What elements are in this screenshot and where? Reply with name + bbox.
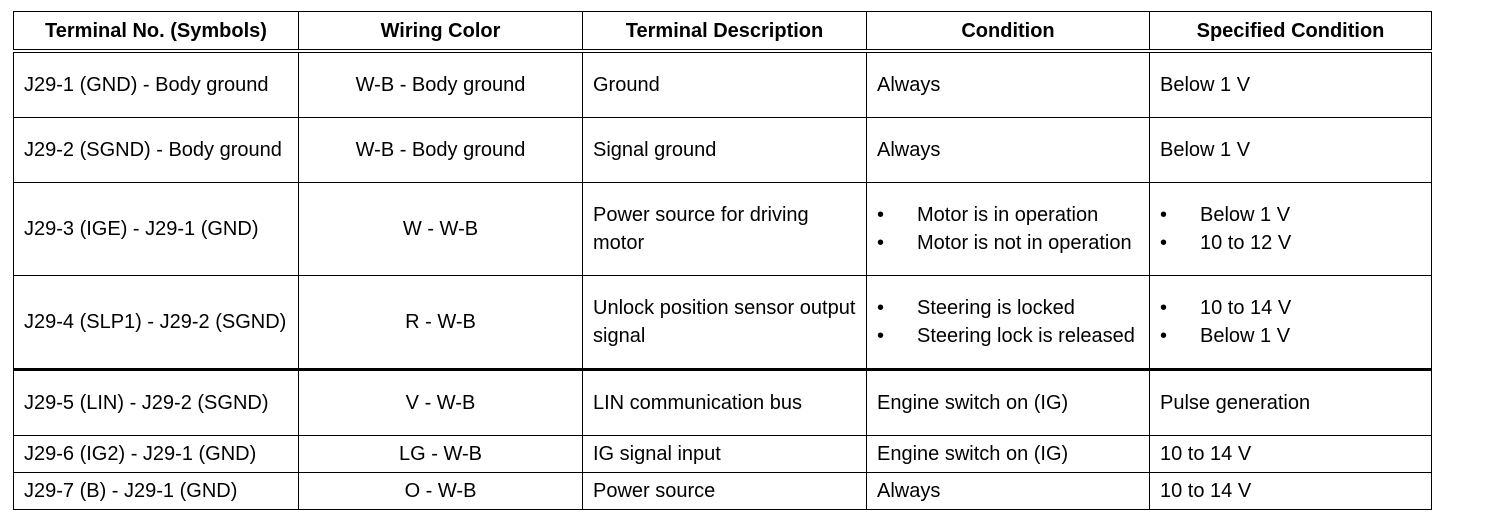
header-condition: Condition bbox=[867, 12, 1150, 52]
terminal-cell: J29-2 (SGND) - Body ground bbox=[14, 118, 299, 183]
description-cell: Power source for driving motor bbox=[583, 183, 867, 276]
list-item: • 10 to 14 V bbox=[1160, 294, 1421, 322]
description-cell: Ground bbox=[583, 51, 867, 118]
condition-cell bbox=[867, 276, 1150, 370]
specified-cell: Pulse generation bbox=[1150, 370, 1432, 436]
specified-list bbox=[1160, 294, 1421, 350]
terminal-cell: J29-6 (IG2) - J29-1 (GND) bbox=[14, 436, 299, 473]
condition-cell: Engine switch on (IG) bbox=[867, 370, 1150, 436]
description-cell: IG signal input bbox=[583, 436, 867, 473]
table-row bbox=[14, 276, 1432, 370]
list-item: • Motor is not in operation bbox=[877, 229, 1139, 257]
table-row bbox=[14, 183, 1432, 276]
terminal-cell: J29-5 (LIN) - J29-2 (SGND) bbox=[14, 370, 299, 436]
table-row bbox=[14, 436, 1432, 473]
description-cell: Unlock position sensor output signal bbox=[583, 276, 867, 370]
list-item: • Motor is in operation bbox=[877, 201, 1139, 229]
specified-cell: 10 to 14 V bbox=[1150, 436, 1432, 473]
specified-list bbox=[1160, 201, 1421, 257]
wiring-color-cell: V - W-B bbox=[299, 370, 583, 436]
list-item: • Steering is locked bbox=[877, 294, 1139, 322]
condition-list bbox=[877, 201, 1139, 257]
table-row bbox=[14, 51, 1432, 118]
wiring-color-cell: W - W-B bbox=[299, 183, 583, 276]
description-cell: LIN communication bus bbox=[583, 370, 867, 436]
specified-cell: Below 1 V bbox=[1150, 118, 1432, 183]
description-cell: Power source bbox=[583, 473, 867, 510]
terminal-cell: J29-4 (SLP1) - J29-2 (SGND) bbox=[14, 276, 299, 370]
wiring-color-cell: LG - W-B bbox=[299, 436, 583, 473]
wiring-color-cell: R - W-B bbox=[299, 276, 583, 370]
header-row bbox=[14, 12, 1432, 52]
condition-cell: Always bbox=[867, 51, 1150, 118]
table-row bbox=[14, 118, 1432, 183]
header-terminal-description: Terminal Description bbox=[583, 12, 867, 52]
specified-cell bbox=[1150, 183, 1432, 276]
specified-cell bbox=[1150, 276, 1432, 370]
list-item: • Below 1 V bbox=[1160, 322, 1421, 350]
terminal-cell: J29-7 (B) - J29-1 (GND) bbox=[14, 473, 299, 510]
header-specified-condition: Specified Condition bbox=[1150, 12, 1432, 52]
condition-cell: Always bbox=[867, 473, 1150, 510]
condition-cell: Always bbox=[867, 118, 1150, 183]
table-row bbox=[14, 473, 1432, 510]
wiring-color-cell: W-B - Body ground bbox=[299, 51, 583, 118]
list-item: • 10 to 12 V bbox=[1160, 229, 1421, 257]
header-wiring-color: Wiring Color bbox=[299, 12, 583, 52]
table-row bbox=[14, 370, 1432, 436]
condition-cell bbox=[867, 183, 1150, 276]
terminal-spec-table bbox=[13, 11, 1432, 510]
terminal-cell: J29-1 (GND) - Body ground bbox=[14, 51, 299, 118]
condition-list bbox=[877, 294, 1139, 350]
specified-cell: 10 to 14 V bbox=[1150, 473, 1432, 510]
wiring-color-cell: O - W-B bbox=[299, 473, 583, 510]
list-item: • Below 1 V bbox=[1160, 201, 1421, 229]
condition-cell: Engine switch on (IG) bbox=[867, 436, 1150, 473]
wiring-color-cell: W-B - Body ground bbox=[299, 118, 583, 183]
terminal-cell: J29-3 (IGE) - J29-1 (GND) bbox=[14, 183, 299, 276]
specified-cell: Below 1 V bbox=[1150, 51, 1432, 118]
description-cell: Signal ground bbox=[583, 118, 867, 183]
header-terminal: Terminal No. (Symbols) bbox=[14, 12, 299, 52]
list-item: • Steering lock is released bbox=[877, 322, 1139, 350]
